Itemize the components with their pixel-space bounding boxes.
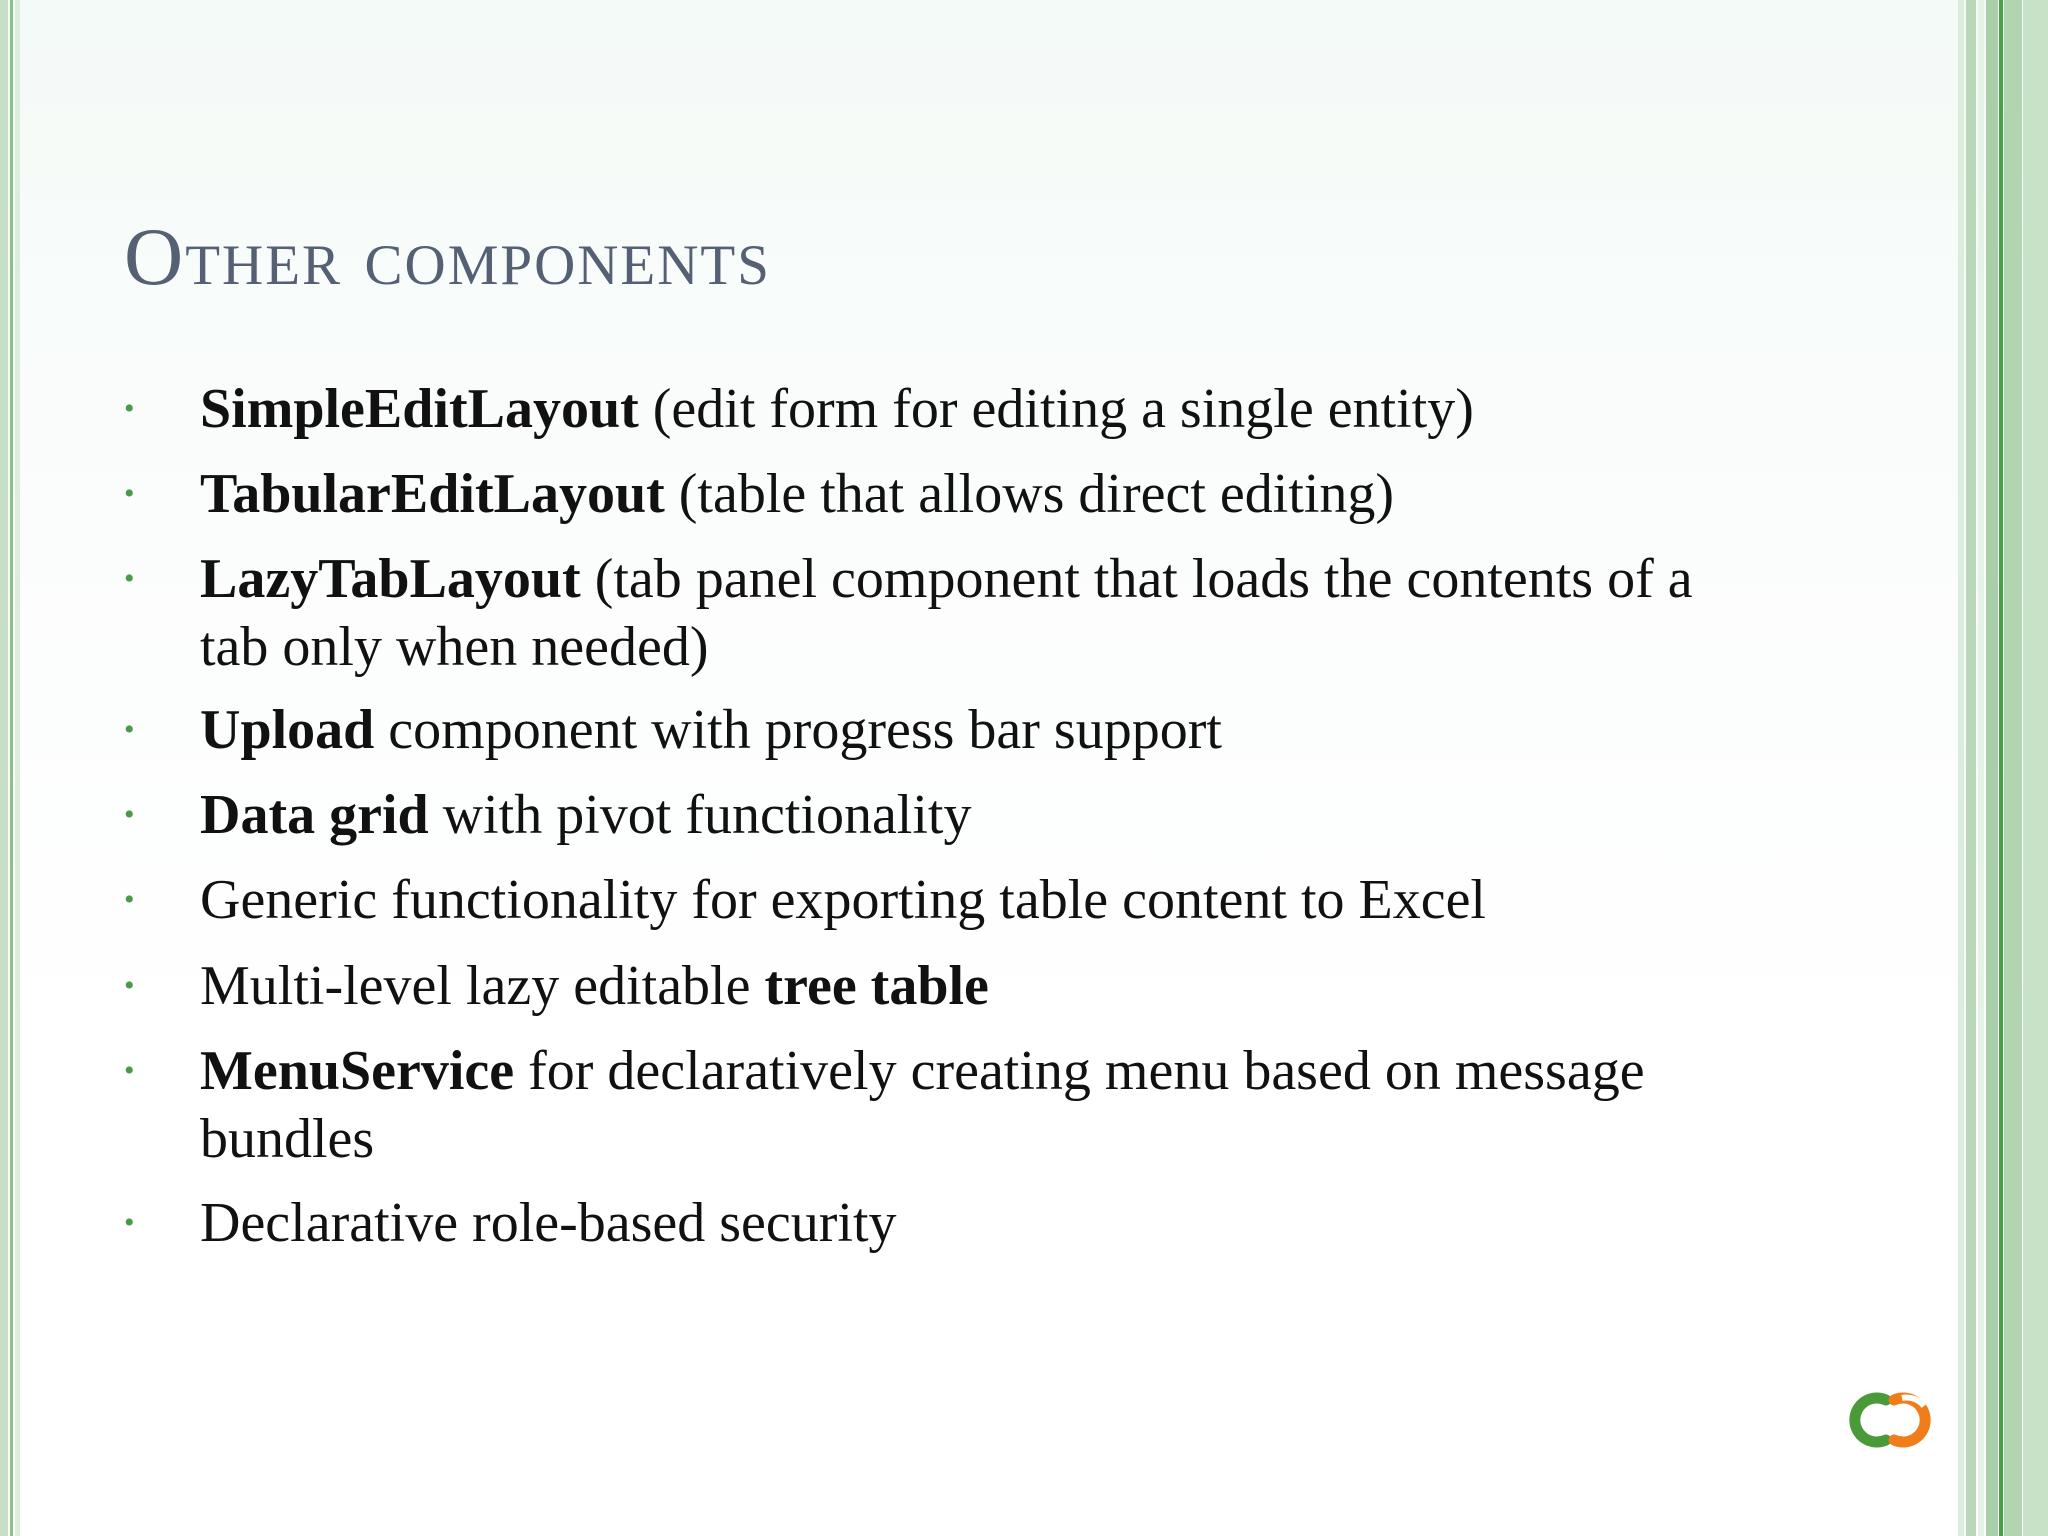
list-item (124, 781, 1760, 849)
company-logo-icon (1840, 1388, 1940, 1452)
component-name: tree table (764, 955, 989, 1017)
list-item (124, 460, 1760, 528)
item-description: (table that allows direct editing) (664, 463, 1395, 525)
slide-title: Other components (124, 211, 771, 302)
list-item (124, 866, 1760, 934)
bullet-icon: • (124, 1054, 135, 1087)
component-name: Data grid (200, 784, 429, 846)
component-name: TabularEditLayout (200, 463, 665, 525)
list-item (124, 952, 1760, 1020)
item-description: Multi-level lazy editable (200, 955, 765, 1017)
bullet-icon: • (124, 969, 135, 1002)
bullet-icon: • (124, 477, 135, 510)
item-description: (edit form for editing a single entity) (638, 378, 1474, 440)
list-item (124, 696, 1760, 764)
item-description: Declarative role-based security (200, 1192, 897, 1254)
list-item (124, 375, 1760, 443)
component-name: MenuService (200, 1040, 515, 1102)
item-description: with pivot functionality (428, 784, 972, 846)
list-item (124, 1037, 1760, 1173)
item-description: Generic functionality for exporting table content to Excel (200, 869, 1486, 931)
item-description: for declaratively creating menu based on message bundles (200, 1040, 1645, 1170)
item-description: (tab panel component that loads the contents of a tab only when needed) (200, 548, 1693, 678)
bullet-icon: • (124, 392, 135, 425)
bullet-icon: • (124, 798, 135, 831)
component-name: SimpleEditLayout (200, 378, 639, 440)
bullet-icon: • (124, 713, 135, 746)
bullet-icon: • (124, 883, 135, 916)
bullet-icon: • (124, 562, 135, 595)
list-item (124, 545, 1760, 681)
component-name: Upload (200, 699, 375, 761)
bullet-icon: • (124, 1206, 135, 1239)
component-name: LazyTabLayout (200, 548, 581, 610)
list-item (124, 1189, 1760, 1257)
item-description: component with progress bar support (374, 699, 1222, 761)
